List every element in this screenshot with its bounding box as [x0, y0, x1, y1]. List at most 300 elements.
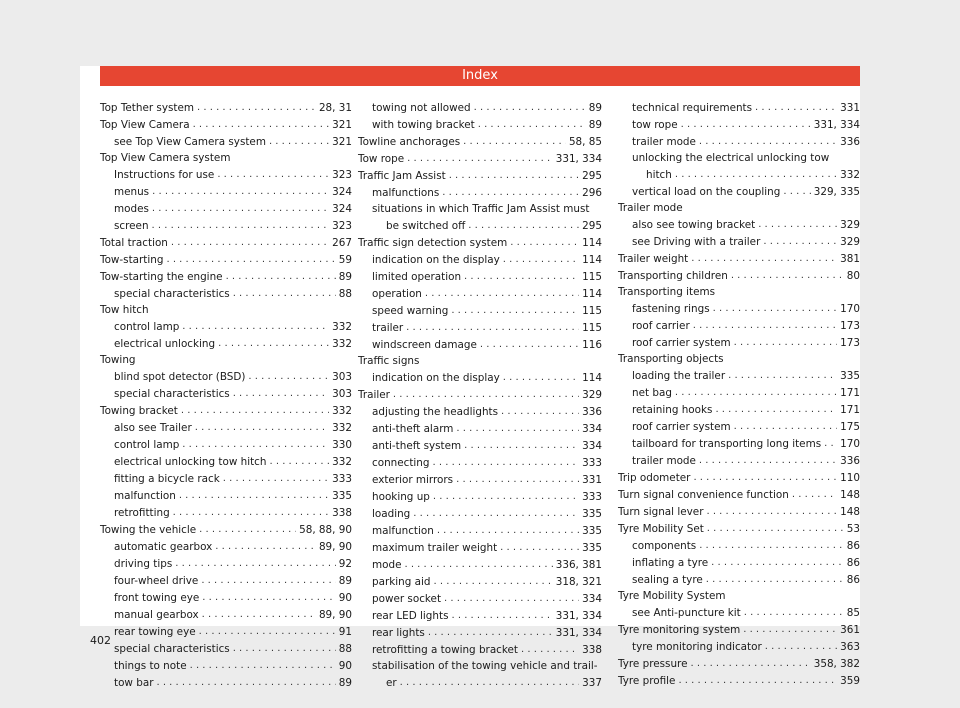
index-entry-page: 336: [840, 136, 860, 148]
index-entry: [618, 116, 860, 133]
index-entry: [358, 556, 602, 573]
index-entry-term: automatic gearbox: [114, 541, 213, 553]
index-entry-page: 324: [332, 186, 352, 198]
leader-dots: [474, 99, 586, 116]
index-entry: [100, 521, 352, 538]
index-entry: [618, 672, 860, 689]
index-entry-page: 58, 85: [568, 136, 602, 148]
index-entry: [618, 183, 860, 200]
index-entry-page: 110: [840, 472, 860, 484]
leader-dots: [824, 435, 837, 452]
index-entry-term: Instructions for use: [114, 169, 215, 181]
leader-dots: [193, 116, 330, 133]
index-entry-term: Total traction: [100, 237, 168, 249]
index-entry: [618, 233, 860, 250]
index-entry-page: 116: [582, 339, 602, 351]
index-entry-page: 114: [582, 372, 602, 384]
leader-dots: [248, 368, 329, 385]
leader-dots: [478, 116, 586, 133]
leader-dots: [182, 436, 329, 453]
leader-dots: [713, 300, 838, 317]
index-entry-page: 90: [338, 660, 352, 672]
index-entry-term: see Top View Camera system: [114, 136, 266, 148]
index-entry-term: Tow-starting the engine: [100, 271, 223, 283]
index-entry: [100, 234, 352, 251]
index-entry: [358, 369, 602, 386]
index-entry-page: 89: [338, 575, 352, 587]
index-entry-term: Tow-starting: [100, 254, 164, 266]
index-entry-page: 303: [332, 371, 352, 383]
index-entry-page: 85: [846, 607, 860, 619]
index-entry-term: modes: [114, 203, 149, 215]
index-entry-page: 329: [840, 236, 860, 248]
index-entry-page: 336: [840, 455, 860, 467]
leader-dots: [433, 573, 552, 590]
index-entry: [358, 573, 602, 590]
index-entry-page: 86: [846, 574, 860, 586]
index-entry-term: Trailer: [358, 389, 390, 401]
index-entry-term: malfunctions: [372, 187, 440, 199]
leader-dots: [763, 233, 837, 250]
index-entry-page: 170: [840, 438, 860, 450]
index-entry: [358, 674, 602, 691]
index-entry-term: be switched off: [386, 220, 466, 232]
leader-dots: [731, 267, 844, 284]
index-entry-page: 114: [582, 254, 602, 266]
index-entry-page: 338: [582, 644, 602, 656]
index-entry-term: net bag: [632, 387, 672, 399]
index-entry-term: Traffic sign detection system: [358, 237, 508, 249]
index-entry: [618, 469, 860, 486]
leader-dots: [444, 590, 579, 607]
leader-dots: [226, 268, 336, 285]
index-entry-term: retrofitting a towing bracket: [372, 644, 519, 656]
leader-dots: [765, 638, 837, 655]
leader-dots: [202, 606, 316, 623]
leader-dots: [428, 624, 553, 641]
index-entry-term: special characteristics: [114, 643, 230, 655]
index-heading: Transporting items: [618, 286, 716, 298]
index-entry: [100, 538, 352, 555]
index-entry: [100, 470, 352, 487]
index-entry-page: 331, 334: [555, 610, 602, 622]
index-entry-term: er: [386, 677, 397, 689]
index-entry-term: trailer: [372, 322, 404, 334]
index-entry-page: 114: [582, 237, 602, 249]
index-entry: [618, 655, 860, 672]
index-entry-term: limited operation: [372, 271, 462, 283]
index-entry: [358, 268, 602, 285]
index-entry-term: power socket: [372, 593, 442, 605]
index-entry: [618, 99, 860, 116]
index-entry-term: electrical unlocking tow hitch: [114, 456, 267, 468]
leader-dots: [480, 336, 579, 353]
index-entry-page: 332: [332, 422, 352, 434]
index-entry: [358, 184, 602, 201]
index-entry-page: 324: [332, 203, 352, 215]
index-entry-page: 296: [582, 187, 602, 199]
index-entry-page: 336, 381: [555, 559, 602, 571]
index-entry-term: Trailer weight: [618, 253, 689, 265]
index-entry-page: 89: [338, 677, 352, 689]
index-entry-term: speed warning: [372, 305, 449, 317]
index-entry-page: 331, 334: [555, 153, 602, 165]
index-entry: [100, 166, 352, 183]
index-entry-page: 175: [840, 421, 860, 433]
index-entry: [100, 402, 352, 419]
leader-dots: [182, 318, 329, 335]
index-entry-page: 88: [338, 288, 352, 300]
leader-dots: [400, 674, 579, 691]
index-entry-term: loading the trailer: [632, 370, 726, 382]
index-entry: [618, 571, 860, 588]
index-entry: [100, 606, 352, 623]
leader-dots: [152, 183, 329, 200]
index-entry-page: 89, 90: [318, 541, 352, 553]
index-entry: [618, 250, 860, 267]
index-entry-page: 333: [582, 491, 602, 503]
index-entry-page: 335: [582, 508, 602, 520]
index-heading: Towing: [100, 354, 136, 366]
index-entry: [618, 300, 860, 317]
index-entry-term: Trip odometer: [618, 472, 691, 484]
index-entry-term: Traffic Jam Assist: [358, 170, 446, 182]
index-entry: [618, 367, 860, 384]
index-entry-page: 335: [840, 370, 860, 382]
index-entry-term: indication on the display: [372, 254, 500, 266]
index-entry-term: anti-theft alarm: [372, 423, 454, 435]
index-entry-page: 28, 31: [318, 102, 352, 114]
index-entry: [358, 99, 602, 116]
index-entry: [100, 419, 352, 436]
leader-dots: [500, 539, 579, 556]
index-entry-term: sealing a tyre: [632, 574, 703, 586]
index-entry: [358, 471, 602, 488]
leader-dots: [743, 621, 837, 638]
leader-dots: [464, 437, 579, 454]
index-entry-term: with towing bracket: [372, 119, 475, 131]
leader-dots: [433, 488, 579, 505]
index-entry: [100, 217, 352, 234]
index-entry-term: Top Tether system: [100, 102, 194, 114]
index-entry: [618, 452, 860, 469]
index-heading: Tow hitch: [100, 304, 149, 316]
index-entry-page: 89, 90: [318, 609, 352, 621]
index-entry: [358, 539, 602, 556]
leader-dots: [269, 453, 329, 470]
leader-dots: [744, 604, 844, 621]
index-entry-page: 335: [582, 525, 602, 537]
index-entry-page: 170: [840, 303, 860, 315]
index-entry-page: 89: [338, 271, 352, 283]
leader-dots: [678, 672, 837, 689]
index-entry: [618, 401, 860, 418]
index-entry-page: 59: [338, 254, 352, 266]
index-entry-page: 171: [840, 404, 860, 416]
leader-dots: [699, 452, 837, 469]
index-entry-term: also see Trailer: [114, 422, 192, 434]
index-entry-page: 114: [582, 288, 602, 300]
leader-dots: [706, 571, 844, 588]
leader-dots: [199, 521, 296, 538]
index-entry: [100, 318, 352, 335]
leader-dots: [463, 133, 566, 150]
index-entry-page: 334: [582, 423, 602, 435]
index-entry-term: control lamp: [114, 439, 180, 451]
index-entry-term: Tyre monitoring system: [618, 624, 741, 636]
index-entry-term: electrical unlocking: [114, 338, 216, 350]
index-entry-term: parking aid: [372, 576, 431, 588]
index-entry: [100, 504, 352, 521]
index-entry: [358, 590, 602, 607]
leader-dots: [464, 268, 579, 285]
leader-dots: [468, 217, 579, 234]
index-entry: [358, 522, 602, 539]
index-header: Index: [100, 66, 860, 86]
index-entry-page: 318, 321: [555, 576, 602, 588]
index-entry-page: 171: [840, 387, 860, 399]
leader-dots: [199, 623, 336, 640]
index-entry: [100, 285, 352, 302]
index-entry-term: vertical load on the coupling: [632, 186, 781, 198]
index-entry: [100, 99, 352, 116]
index-entry-term: front towing eye: [114, 592, 200, 604]
index-entry-page: 358, 382: [813, 658, 860, 670]
leader-dots: [707, 520, 844, 537]
index-entry: [100, 183, 352, 200]
index-entry: [358, 234, 602, 251]
index-entry: [358, 454, 602, 471]
leader-dots: [152, 217, 330, 234]
index-entry: [100, 133, 352, 150]
index-entry: [100, 674, 352, 691]
index-entry-term: Tyre Mobility Set: [618, 523, 704, 535]
index-entry-term: loading: [372, 508, 411, 520]
leader-dots: [792, 486, 837, 503]
index-entry: [358, 488, 602, 505]
index-entry: [100, 385, 352, 402]
index-entry-term: menus: [114, 186, 150, 198]
leader-dots: [755, 99, 837, 116]
leader-dots: [691, 655, 811, 672]
index-entry: [100, 657, 352, 674]
index-entry: [358, 150, 602, 167]
index-entry-term: Tyre pressure: [618, 658, 688, 670]
index-entry-term: also see towing bracket: [632, 219, 756, 231]
index-entry: [358, 624, 602, 641]
leader-dots: [451, 302, 579, 319]
leader-dots: [758, 216, 837, 233]
index-entry-term: exterior mirrors: [372, 474, 454, 486]
leader-dots: [404, 556, 552, 573]
index-entry: [618, 435, 860, 452]
leader-dots: [706, 503, 837, 520]
index-entry-page: 332: [332, 405, 352, 417]
index-entry-term: special characteristics: [114, 388, 230, 400]
index-entry: [618, 638, 860, 655]
index-entry-term: blind spot detector (BSD): [114, 371, 246, 383]
index-entry-term: fastening rings: [632, 303, 710, 315]
index-entry: [618, 503, 860, 520]
index-entry-term: four-wheel drive: [114, 575, 199, 587]
index-heading: Trailer mode: [618, 202, 683, 214]
index-entry-term: hitch: [646, 169, 672, 181]
index-entry-page: 303: [332, 388, 352, 400]
index-entry-term: Turn signal convenience function: [618, 489, 789, 501]
leader-dots: [223, 470, 329, 487]
leader-dots: [691, 250, 837, 267]
leader-dots: [734, 334, 838, 351]
index-entry-term: Towing the vehicle: [100, 524, 197, 536]
index-entry-page: 332: [332, 321, 352, 333]
leader-dots: [693, 469, 837, 486]
leader-dots: [675, 166, 837, 183]
index-entry: [618, 486, 860, 503]
leader-dots: [195, 419, 329, 436]
index-entry-page: 361: [840, 624, 860, 636]
leader-dots: [175, 555, 336, 572]
index-entry-term: things to note: [114, 660, 187, 672]
index-entry: [100, 572, 352, 589]
leader-dots: [179, 487, 329, 504]
index-entry-term: special characteristics: [114, 288, 230, 300]
index-entry-page: 321: [332, 136, 352, 148]
index-entry: [618, 520, 860, 537]
leader-dots: [675, 384, 837, 401]
index-entry-page: 80: [846, 270, 860, 282]
leader-dots: [233, 640, 336, 657]
index-entry-page: 338: [332, 507, 352, 519]
index-entry-term: hooking up: [372, 491, 430, 503]
index-entry: [358, 319, 602, 336]
index-entry-term: fitting a bicycle rack: [114, 473, 220, 485]
index-heading: situations in which Traffic Jam Assist must: [372, 203, 590, 215]
leader-dots: [171, 234, 329, 251]
index-entry: [100, 200, 352, 217]
index-entry-term: tow bar: [114, 677, 154, 689]
leader-dots: [217, 166, 329, 183]
leader-dots: [407, 150, 553, 167]
index-entry: [358, 336, 602, 353]
index-entry: [618, 216, 860, 233]
index-heading: Transporting objects: [618, 353, 724, 365]
index-entry-term: rear towing eye: [114, 626, 196, 638]
index-entry-term: Towline anchorages: [358, 136, 461, 148]
index-entry-term: malfunction: [114, 490, 176, 502]
index-entry-page: 334: [582, 440, 602, 452]
leader-dots: [269, 133, 329, 150]
index-column-2: [358, 99, 602, 691]
index-entry-page: 381: [840, 253, 860, 265]
leader-dots: [521, 641, 579, 658]
index-entry-page: 148: [840, 489, 860, 501]
leader-dots: [190, 657, 336, 674]
index-entry: [100, 368, 352, 385]
leader-dots: [451, 607, 552, 624]
index-entry: [100, 487, 352, 504]
leader-dots: [715, 401, 837, 418]
leader-dots: [233, 285, 336, 302]
index-heading: Traffic signs: [358, 355, 420, 367]
index-entry: [618, 317, 860, 334]
index-entry-page: 331: [582, 474, 602, 486]
index-entry-page: 115: [582, 305, 602, 317]
index-entry-term: roof carrier: [632, 320, 690, 332]
index-entry-page: 359: [840, 675, 860, 687]
index-entry-term: Tow rope: [358, 153, 405, 165]
index-heading: stabilisation of the towing vehicle and trail-: [372, 660, 598, 672]
index-entry: [100, 589, 352, 606]
index-entry-page: 323: [332, 220, 352, 232]
leader-dots: [201, 572, 335, 589]
leader-dots: [734, 418, 838, 435]
index-entry-page: 91: [338, 626, 352, 638]
index-entry: [100, 640, 352, 657]
index-entry-page: 333: [582, 457, 602, 469]
index-entry-term: malfunction: [372, 525, 434, 537]
index-entry-term: adjusting the headlights: [372, 406, 499, 418]
leader-dots: [503, 369, 579, 386]
leader-dots: [197, 99, 316, 116]
index-entry-page: 331, 334: [813, 119, 860, 131]
index-entry: [618, 537, 860, 554]
leader-dots: [693, 317, 837, 334]
index-entry: [358, 116, 602, 133]
leader-dots: [699, 537, 844, 554]
index-entry-page: 321: [332, 119, 352, 131]
index-entry-term: mode: [372, 559, 402, 571]
index-entry-term: Top View Camera: [100, 119, 190, 131]
leader-dots: [413, 505, 579, 522]
index-entry-page: 332: [332, 456, 352, 468]
index-entry: [358, 420, 602, 437]
index-entry-term: Transporting children: [618, 270, 728, 282]
index-entry: [618, 133, 860, 150]
index-entry-term: trailer mode: [632, 455, 696, 467]
index-entry-term: Turn signal lever: [618, 506, 704, 518]
index-entry-term: anti-theft system: [372, 440, 462, 452]
leader-dots: [406, 319, 579, 336]
index-entry: [100, 116, 352, 133]
leader-dots: [156, 674, 335, 691]
index-entry-page: 332: [332, 338, 352, 350]
index-column-1: [100, 99, 352, 691]
index-entry-page: 173: [840, 337, 860, 349]
index-entry-term: manual gearbox: [114, 609, 199, 621]
index-entry-page: 267: [332, 237, 352, 249]
index-entry-page: 115: [582, 271, 602, 283]
leader-dots: [503, 251, 579, 268]
index-entry-page: 88: [338, 643, 352, 655]
index-entry-term: roof carrier system: [632, 421, 731, 433]
index-entry-page: 295: [582, 220, 602, 232]
index-entry-term: connecting: [372, 457, 430, 469]
leader-dots: [510, 234, 579, 251]
index-entry-term: components: [632, 540, 697, 552]
leader-dots: [681, 116, 811, 133]
index-entry-page: 333: [332, 473, 352, 485]
index-entry: [100, 436, 352, 453]
index-entry-term: windscreen damage: [372, 339, 477, 351]
index-entry-page: 336: [582, 406, 602, 418]
index-entry-page: 90: [338, 592, 352, 604]
index-entry-page: 363: [840, 641, 860, 653]
index-entry-page: 331, 334: [555, 627, 602, 639]
page-number: 402: [90, 634, 111, 647]
index-entry-term: see Driving with a trailer: [632, 236, 761, 248]
index-column-3: [618, 99, 860, 689]
index-entry-page: 332: [840, 169, 860, 181]
